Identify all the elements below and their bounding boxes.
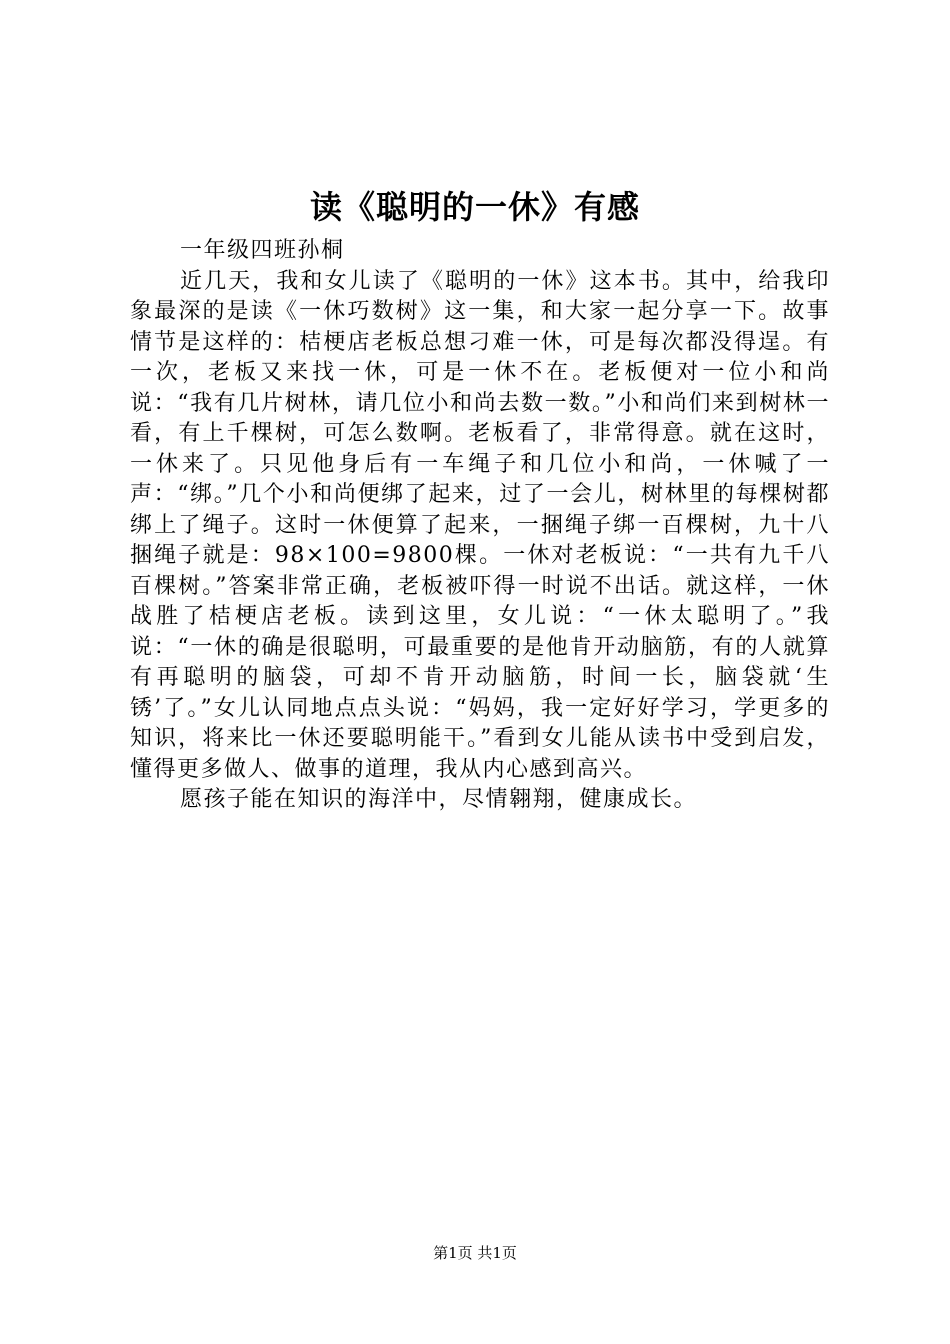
author-line: 一年级四班孙桐 [180,238,345,263]
document-body [130,236,830,816]
closing-paragraph: 愿孩子能在知识的海洋中，尽情翱翔，健康成长。 [180,787,698,812]
body-paragraph: 近几天，我和女儿读了《聪明的一休》这本书。其中，给我印象最深的是读《一休巧数树》这一集，和大家一起分享一下。故事情节是这样的：桔梗店老板总想刁难一休，可是每次都没得逞。有一次，老板又来找一休，可是一休不在。老板便对一位小和尚说：“我有几片树林，请几位小和尚去数一数。”小和尚们来到树林一看，有上千棵树，可怎么数啊。老板看了，非常得意。就在这时，一休来了。只见他身后有一车绳子和几位小和尚，一休喊了一声：“绑。”几个小和尚便绑了起来，过了一会儿，树林里的每棵树都绑上了绳子。这时一休便算了起来，一捆绳子绑一百棵树，九十八捆绳子就是：98×100=9800棵。一休对老板说：“一共有九千八百棵树。”答案非常正确，老板被吓得一时说不出话。就这样，一休战胜了桔梗店老板。读到这里，女儿说：“一休太聪明了。”我说：“一休的确是很聪明，可最重要的是他肯开动脑筋，有的人就算有再聪明的脑袋，可却不肯开动脑筋，时间一长，脑袋就‘生锈’了。”女儿认同地点点头说：“妈妈，我一定好好学习，学更多的知识，将来比一休还要聪明能干。”看到女儿能从读书中受到启发，懂得更多做人、做事的道理，我从内心感到高兴。 [130,268,830,782]
document-title: 读《聪明的一休》有感 [309,188,640,226]
page-footer: 第1页 共1页 [433,1244,517,1262]
